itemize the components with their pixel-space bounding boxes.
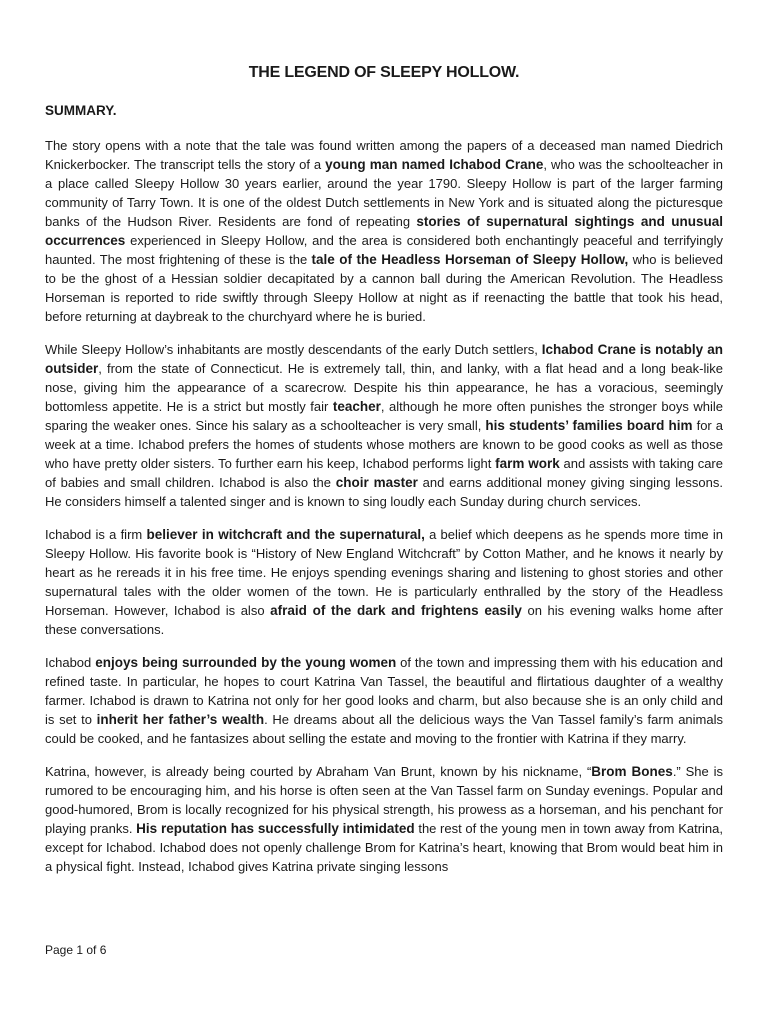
emphasized-phrase: Brom Bones bbox=[591, 764, 673, 779]
text-run: on his evening walks home after these conversations. bbox=[45, 603, 724, 637]
paragraph bbox=[45, 136, 723, 326]
emphasized-phrase: stories of supernatural sightings and unusual occurrences bbox=[45, 214, 723, 248]
emphasized-phrase: young man named Ichabod Crane bbox=[325, 157, 544, 172]
emphasized-phrase: farm work bbox=[495, 456, 560, 471]
text-run: . He dreams about all the delicious ways the Van Tassel family’s farm animals could be cooked, and he fantasizes about selling the estate and moving to the frontier with Katrina if they marry. bbox=[45, 712, 723, 746]
text-run: , who was the schoolteacher in a place called Sleepy Hollow 30 years earlier, around the year 1790. Sleepy Hollow is part of the larger farming community of Tarry Town. It is one of the oldest Dutch settlements in New York and is situated along the picturesque banks of the Hudson River. Residents are fond of repeating bbox=[45, 157, 723, 229]
text-run: and assists with taking care of babies and small children. Ichabod is also the bbox=[45, 456, 723, 490]
text-run: , although he more often punishes the stronger boys while sparing the weaker ones. Since his salary as a schoolteacher is very small, bbox=[45, 399, 724, 433]
paragraph bbox=[45, 762, 723, 876]
emphasized-phrase: Ichabod Crane is notably an outsider bbox=[45, 342, 723, 376]
text-run: .” She is rumored to be encouraging him, and his horse is often seen at the Van Tassel farm on Sunday evenings. Popular and good-humored, Brom is locally recognized for his physical strength, his prowess as a horseman, and his penchant for playing pranks. bbox=[45, 764, 724, 836]
text-run: Ichabod bbox=[45, 655, 96, 670]
text-run: experienced in Sleepy Hollow, and the area is considered both enchantingly peaceful and terrifyingly haunted. The most frightening of these is the bbox=[45, 233, 723, 267]
emphasized-phrase: His reputation has successfully intimidated bbox=[136, 821, 415, 836]
text-run: , from the state of Connecticut. He is extremely tall, thin, and lanky, with a flat head and a long beak-like nose, giving him the appearance of a scarecrow. Despite his thin appearance, he has a voracious, seemingly bottomless appetite. He is a strict but mostly fair bbox=[45, 361, 723, 414]
text-run: of the town and impressing them with his education and refined taste. In particular, he hopes to court Katrina Van Tassel, the beautiful and flirtatious daughter of a wealthy farmer. Ichabod is drawn to Katrina not only for her good looks and charm, but also because she is an only child and is set to bbox=[45, 655, 724, 727]
text-run: and earns additional money giving singing lessons. He considers himself a talented singer and is known to sing loudly each Sunday during church services. bbox=[45, 475, 723, 509]
text-run: While Sleepy Hollow’s inhabitants are mostly descendants of the early Dutch settlers, bbox=[45, 342, 542, 357]
emphasized-phrase: afraid of the dark and frightens easily bbox=[270, 603, 522, 618]
paragraph bbox=[45, 653, 723, 748]
document-title: THE LEGEND OF SLEEPY HOLLOW. bbox=[248, 64, 520, 81]
emphasized-phrase: believer in witchcraft and the supernatural, bbox=[146, 527, 425, 542]
text-run: Katrina, however, is already being courted by Abraham Van Brunt, known by his nickname, “ bbox=[45, 764, 592, 779]
emphasized-phrase: choir master bbox=[335, 475, 418, 490]
paragraph bbox=[45, 340, 723, 511]
emphasized-phrase: inherit her father’s wealth bbox=[96, 712, 265, 727]
text-run: for a week at a time. Ichabod prefers the homes of students whose mothers are known to be good cooks as well as those who have pretty older sisters. To further earn his keep, Ichabod performs light bbox=[45, 418, 724, 471]
text-run: a belief which deepens as he spends more time in Sleepy Hollow. His favorite book is “History of New England Witchcraft” by Cotton Mather, and he knows it nearly by heart as he rereads it in his free time. He enjoys spending evenings sharing and listening to ghost stories and other supernatural tales with the older women of the town. He is particularly enthralled by the story of the Headless Horseman. However, Ichabod is also bbox=[45, 527, 723, 618]
emphasized-phrase: his students’ families board him bbox=[485, 418, 693, 433]
paragraph bbox=[45, 525, 723, 639]
emphasized-phrase: tale of the Headless Horseman of Sleepy Hollow, bbox=[311, 252, 629, 267]
text-run: who is believed to be the ghost of a Hessian soldier decapitated by a cannon ball during the American Revolution. The Headless Horseman is reported to ride swiftly through Sleepy Hollow at night as if reenacting the battle that took his head, before returning at daybreak to the churchyard where he is buried. bbox=[45, 252, 723, 324]
summary-body bbox=[45, 136, 723, 890]
emphasized-phrase: enjoys being surrounded by the young women bbox=[95, 655, 397, 670]
page-number: Page 1 of 6 bbox=[45, 943, 107, 957]
section-heading: SUMMARY. bbox=[45, 103, 117, 118]
text-run: Ichabod is a firm bbox=[45, 527, 147, 542]
text-run: the rest of the young men in town away from Katrina, except for Ichabod. Ichabod does not openly challenge Brom for Katrina’s heart, knowing that Brom would beat him in a physical fight. Instead, Ichabod gives Katrina private singing lessons bbox=[45, 821, 724, 874]
text-run: The story opens with a note that the tale was found written among the papers of a deceased man named Diedrich Knickerbocker. The transcript tells the story of a bbox=[45, 138, 723, 172]
emphasized-phrase: teacher bbox=[332, 399, 381, 414]
